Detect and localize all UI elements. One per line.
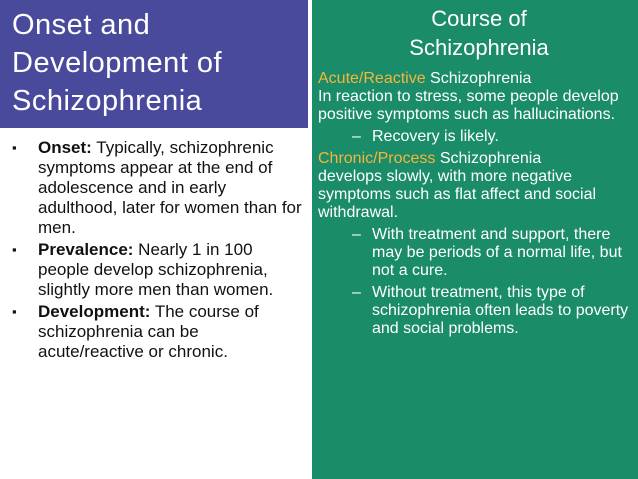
chronic-paragraph (318, 150, 638, 222)
right-title (312, 4, 638, 62)
chronic-label-rest: Schizophrenia (435, 150, 542, 167)
dash-text: Recovery is likely. (372, 128, 499, 145)
left-title-panel (0, 0, 308, 128)
left-title-line-2: Development of (12, 47, 223, 79)
acute-dash-item (318, 128, 638, 146)
dash-bullet-icon: – (352, 226, 361, 243)
bullet-text: The course of schizophrenia can be acute/reactive or chronic. (38, 302, 259, 361)
chronic-dash-item-1 (318, 226, 638, 280)
dash-bullet-icon: – (352, 128, 361, 145)
square-bullet-icon: ▪ (12, 140, 17, 155)
dash-text: Without treatment, this type of schizophrenia often leads to poverty and social problems. (372, 284, 629, 337)
left-bullet-list (0, 138, 306, 364)
left-title-line-1: Onset and (12, 9, 151, 41)
bullet-term: Onset: (38, 138, 92, 157)
acute-label: Acute/Reactive (318, 70, 426, 87)
right-title-line-1: Course of (431, 6, 527, 31)
bullet-term: Development: (38, 302, 151, 321)
acute-text: In reaction to stress, some people develop positive symptoms such as hallucinations. (318, 88, 619, 123)
dash-bullet-icon: – (352, 284, 361, 301)
chronic-text: develops slowly, with more negative symptoms such as flat affect and social withdrawal. (318, 168, 597, 221)
bullet-term: Prevalence: (38, 240, 134, 259)
chronic-dash-item-2 (318, 284, 638, 338)
bullet-development (0, 302, 306, 362)
course-content (318, 70, 638, 342)
right-title-line-2: Schizophrenia (409, 35, 549, 60)
dash-text: With treatment and support, there may be periods of a normal life, but not a cure. (372, 226, 622, 279)
chronic-label: Chronic/Process (318, 150, 436, 167)
acute-label-rest: Schizophrenia (425, 70, 532, 87)
bullet-text: Typically, schizophrenic symptoms appear at the end of adolescence and in early adulthood, later for women than for men. (38, 138, 302, 237)
square-bullet-icon: ▪ (12, 304, 17, 319)
bullet-text: Nearly 1 in 100 people develop schizophrenia, slightly more men than women. (38, 240, 274, 299)
left-title-line-3: Schizophrenia (12, 85, 203, 117)
bullet-onset (0, 138, 306, 238)
bullet-prevalence (0, 240, 306, 300)
left-title (12, 6, 304, 120)
acute-paragraph (318, 70, 638, 124)
right-panel (312, 0, 638, 479)
square-bullet-icon: ▪ (12, 242, 17, 257)
